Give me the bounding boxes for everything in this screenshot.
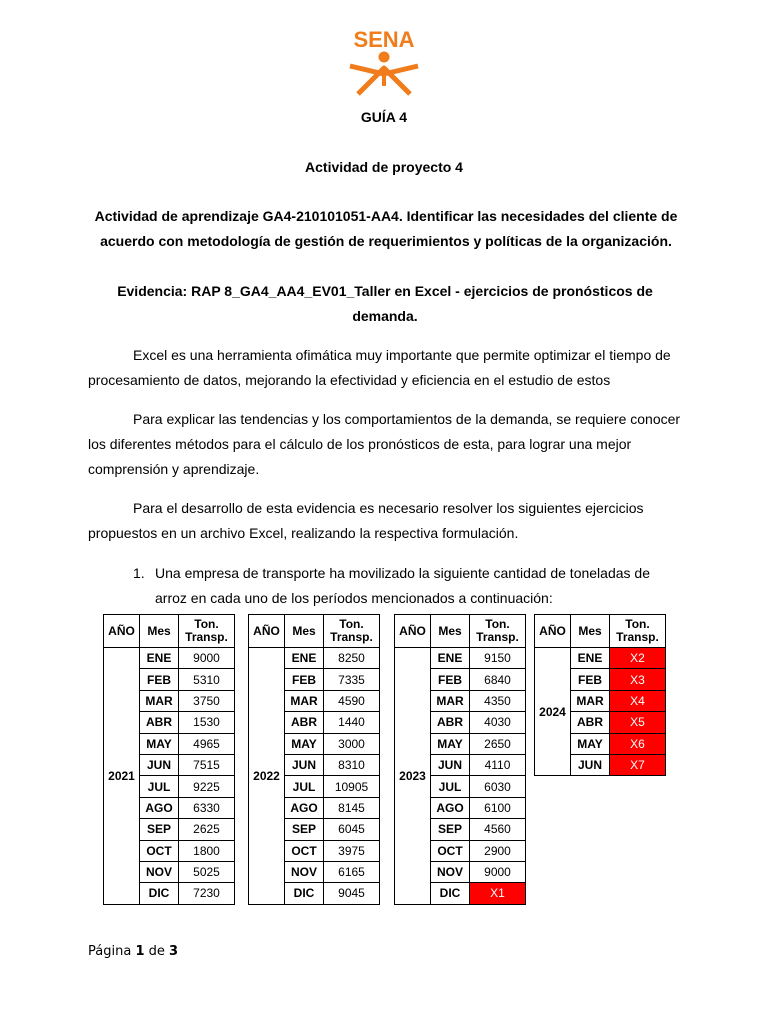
- value-cell: 2650: [470, 733, 526, 754]
- value-cell: 8310: [324, 754, 380, 775]
- value-cell: 3750: [179, 690, 235, 711]
- value-cell: 5310: [179, 669, 235, 690]
- paragraph-3: Para el desarrollo de esta evidencia es necesario resolver los siguientes ejercicios propuestos en un archivo Excel, realizando la respectiva formulación.: [88, 500, 644, 541]
- evidence-title: Evidencia: RAP 8_GA4_AA4_EV01_Taller en Excel - ejercicios de pronósticos de demanda.: [117, 283, 653, 324]
- value-cell: 1530: [179, 712, 235, 733]
- month-cell: DIC: [285, 883, 324, 904]
- page-footer: Página 1 de 3: [88, 944, 179, 959]
- month-cell: DIC: [140, 883, 179, 904]
- value-cell: 4030: [470, 712, 526, 733]
- month-cell: JUN: [285, 754, 324, 775]
- exercise-1: [134, 561, 674, 611]
- value-cell: 3975: [324, 840, 380, 861]
- value-cell: 6030: [470, 776, 526, 797]
- month-cell: DIC: [431, 883, 470, 904]
- month-cell: OCT: [140, 840, 179, 861]
- month-cell: ABR: [285, 712, 324, 733]
- value-cell: 9045: [324, 883, 380, 904]
- month-cell: MAY: [140, 733, 179, 754]
- month-cell: MAY: [571, 733, 610, 754]
- value-cell: 9000: [179, 648, 235, 669]
- value-cell: 7515: [179, 754, 235, 775]
- header-month: Mes: [571, 615, 610, 648]
- header-year: AÑO: [104, 615, 140, 648]
- month-cell: JUL: [140, 776, 179, 797]
- header-year: AÑO: [395, 615, 431, 648]
- value-cell: X5: [610, 712, 666, 733]
- month-cell: JUN: [571, 754, 610, 775]
- month-cell: ENE: [285, 648, 324, 669]
- value-cell: 6045: [324, 819, 380, 840]
- year-cell: 2023: [395, 648, 431, 905]
- table-row: [395, 648, 526, 669]
- header-month: Mes: [285, 615, 324, 648]
- learning-activity: Actividad de aprendizaje GA4-210101051-AA4. Identificar las necesidades del cliente de acuerdo con metodología de gestión de requerimientos y políticas de la organización.: [94, 208, 678, 249]
- month-cell: FEB: [140, 669, 179, 690]
- value-cell: 7230: [179, 883, 235, 904]
- month-cell: JUN: [431, 754, 470, 775]
- header-year: AÑO: [249, 615, 285, 648]
- value-cell: 4590: [324, 690, 380, 711]
- month-cell: MAY: [285, 733, 324, 754]
- header-month: Mes: [431, 615, 470, 648]
- value-cell: X3: [610, 669, 666, 690]
- value-cell: X4: [610, 690, 666, 711]
- table-2022: [248, 614, 380, 905]
- table-header-row: [535, 615, 666, 648]
- month-cell: SEP: [285, 819, 324, 840]
- value-cell: 4350: [470, 690, 526, 711]
- sena-logo-icon: [344, 24, 424, 104]
- value-cell: 8250: [324, 648, 380, 669]
- value-cell: X2: [610, 648, 666, 669]
- value-cell: 6165: [324, 861, 380, 882]
- table-header-row: [104, 615, 235, 648]
- month-cell: ENE: [571, 648, 610, 669]
- value-cell: 9225: [179, 776, 235, 797]
- table-header-row: [249, 615, 380, 648]
- value-cell: 1800: [179, 840, 235, 861]
- month-cell: OCT: [285, 840, 324, 861]
- month-cell: JUN: [140, 754, 179, 775]
- month-cell: AGO: [431, 797, 470, 818]
- table-row: [104, 648, 235, 669]
- header-ton: Ton. Transp.: [610, 615, 666, 648]
- guide-title: GUÍA 4: [360, 109, 408, 125]
- month-cell: MAR: [285, 690, 324, 711]
- header-ton: Ton. Transp.: [470, 615, 526, 648]
- month-cell: MAR: [140, 690, 179, 711]
- month-cell: ABR: [571, 712, 610, 733]
- value-cell: 9150: [470, 648, 526, 669]
- value-cell: 1440: [324, 712, 380, 733]
- value-cell: 6840: [470, 669, 526, 690]
- value-cell: 5025: [179, 861, 235, 882]
- paragraph-1: Excel es una herramienta ofimática muy importante que permite optimizar el tiempo de procesamiento de datos, mejorando la efectividad y eficiencia en el estudio de estos: [88, 347, 671, 388]
- table-2024: [534, 614, 666, 776]
- table-2021: [103, 614, 235, 905]
- table-header-row: [395, 615, 526, 648]
- month-cell: JUL: [285, 776, 324, 797]
- exercise-text: Una empresa de transporte ha movilizado la siguiente cantidad de toneladas de arroz en cada uno de los períodos mencionados a continuación:: [155, 565, 650, 606]
- year-cell: 2022: [249, 648, 285, 905]
- table-row: [535, 648, 666, 669]
- month-cell: NOV: [431, 861, 470, 882]
- header-year: AÑO: [535, 615, 571, 648]
- sena-logo: [344, 24, 424, 104]
- month-cell: MAR: [571, 690, 610, 711]
- value-cell: 4560: [470, 819, 526, 840]
- value-cell: 10905: [324, 776, 380, 797]
- month-cell: OCT: [431, 840, 470, 861]
- table-2023: [394, 614, 526, 905]
- month-cell: MAR: [431, 690, 470, 711]
- header-ton: Ton. Transp.: [179, 615, 235, 648]
- month-cell: AGO: [285, 797, 324, 818]
- month-cell: ABR: [431, 712, 470, 733]
- logo-text: SENA: [353, 27, 415, 52]
- month-cell: SEP: [431, 819, 470, 840]
- activity-title: Actividad de proyecto 4: [305, 159, 463, 175]
- value-cell: 2625: [179, 819, 235, 840]
- header-ton: Ton. Transp.: [324, 615, 380, 648]
- month-cell: FEB: [571, 669, 610, 690]
- value-cell: 9000: [470, 861, 526, 882]
- month-cell: NOV: [140, 861, 179, 882]
- year-cell: 2024: [535, 648, 571, 776]
- paragraph-2: Para explicar las tendencias y los comportamientos de la demanda, se requiere conocer los diferentes métodos para el cálculo de los pronósticos de esta, para lograr una mejor comprensión y aprendizaje.: [88, 411, 681, 477]
- value-cell: 6100: [470, 797, 526, 818]
- month-cell: FEB: [431, 669, 470, 690]
- month-cell: SEP: [140, 819, 179, 840]
- list-number: 1.: [133, 565, 145, 581]
- month-cell: ABR: [140, 712, 179, 733]
- value-cell: 6330: [179, 797, 235, 818]
- month-cell: MAY: [431, 733, 470, 754]
- value-cell: 2900: [470, 840, 526, 861]
- value-cell: X1: [470, 883, 526, 904]
- month-cell: NOV: [285, 861, 324, 882]
- header-month: Mes: [140, 615, 179, 648]
- month-cell: ENE: [140, 648, 179, 669]
- value-cell: X6: [610, 733, 666, 754]
- month-cell: AGO: [140, 797, 179, 818]
- value-cell: 4110: [470, 754, 526, 775]
- value-cell: 4965: [179, 733, 235, 754]
- value-cell: 8145: [324, 797, 380, 818]
- value-cell: X7: [610, 754, 666, 775]
- value-cell: 7335: [324, 669, 380, 690]
- value-cell: 3000: [324, 733, 380, 754]
- month-cell: ENE: [431, 648, 470, 669]
- month-cell: JUL: [431, 776, 470, 797]
- year-cell: 2021: [104, 648, 140, 905]
- table-row: [249, 648, 380, 669]
- month-cell: FEB: [285, 669, 324, 690]
